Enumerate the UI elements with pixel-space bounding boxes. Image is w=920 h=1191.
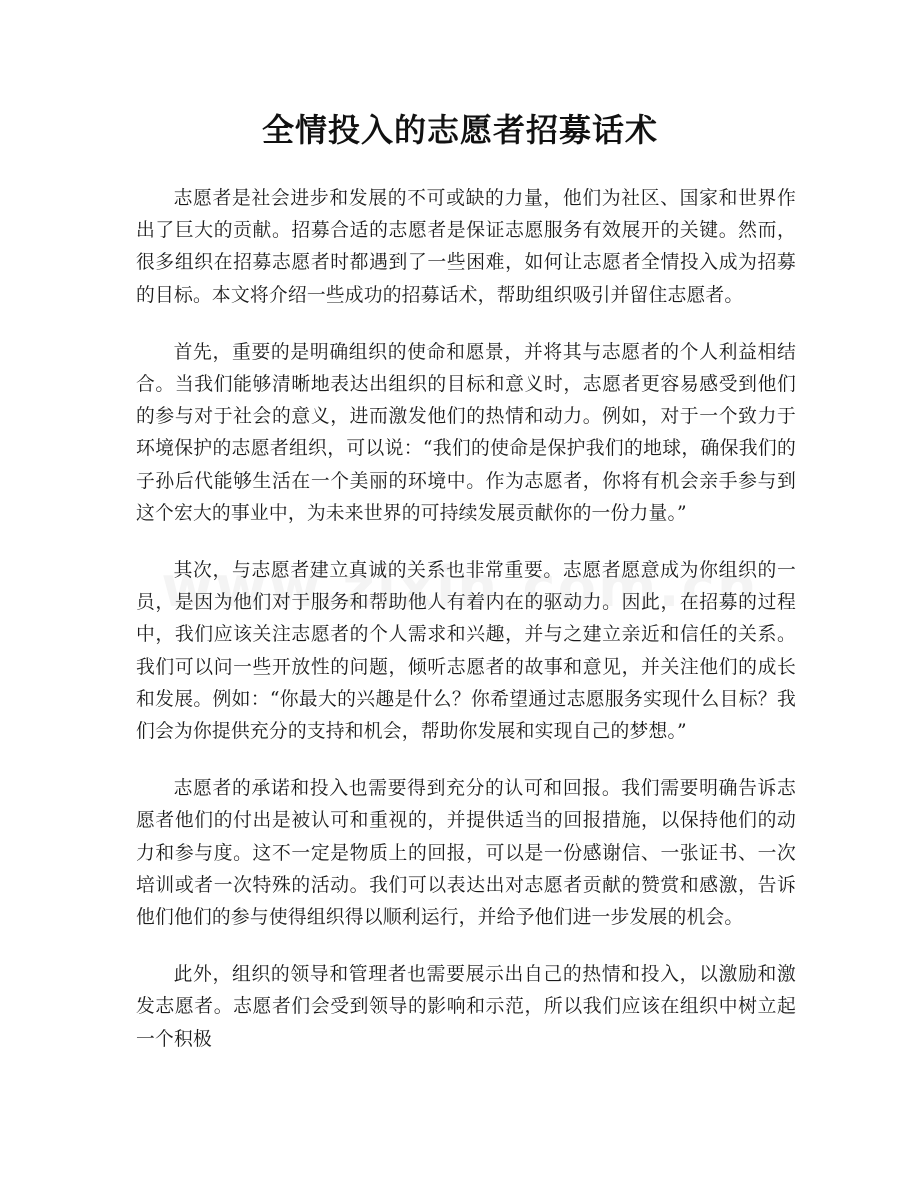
document-body [136,183,796,1081]
paragraph-2: 首先，重要的是明确组织的使命和愿景，并将其与志愿者的个人利益相结合。当我们能够清晰地表达出组织的目标和意义时，志愿者更容易感受到他们的参与对于社会的意义，进而激发他们的热情和动力。例如，对于一个致力于环境保护的志愿者组织，可以说：“我们的使命是保护我们的地球，确保我们的子孙后代能够生活在一个美丽的环境中。作为志愿者，你将有机会亲手参与到这个宏大的事业中，为未来世界的可持续发展贡献你的一份力量。” [136,341,796,524]
document-title: 全情投入的志愿者招募话术 [261,111,658,149]
paragraph-5: 此外，组织的领导和管理者也需要展示出自己的热情和投入，以激励和激发志愿者。志愿者们会受到领导的影响和示范，所以我们应该在组织中树立起一个积极 [136,964,796,1050]
paragraph-3: 其次，与志愿者建立真诚的关系也非常重要。志愿者愿意成为你组织的一员，是因为他们对于服务和帮助他人有着内在的驱动力。因此，在招募的过程中，我们应该关注志愿者的个人需求和兴趣，并与之建立亲近和信任的关系。我们可以问一些开放性的问题，倾听志愿者的故事和意见，并关注他们的成长和发展。例如：“你最大的兴趣是什么？你希望通过志愿服务实现什么目标？我们会为你提供充分的支持和机会，帮助你发展和实现自己的梦想。” [136,560,796,743]
paragraph-4: 志愿者的承诺和投入也需要得到充分的认可和回报。我们需要明确告诉志愿者他们的付出是被认可和重视的，并提供适当的回报措施，以保持他们的动力和参与度。这不一定是物质上的回报，可以是一份感谢信、一张证书、一次培训或者一次特殊的活动。我们可以表达出对志愿者贡献的赞赏和感激，告诉他们他们的参与使得组织得以顺利运行，并给予他们进一步发展的机会。 [136,778,796,929]
paragraph-1: 志愿者是社会进步和发展的不可或缺的力量，他们为社区、国家和世界作出了巨大的贡献。招募合适的志愿者是保证志愿服务有效展开的关键。然而，很多组织在招募志愿者时都遇到了一些困难，如何让志愿者全情投入成为招募的目标。本文将介绍一些成功的招募话术，帮助组织吸引并留住志愿者。 [136,188,796,306]
